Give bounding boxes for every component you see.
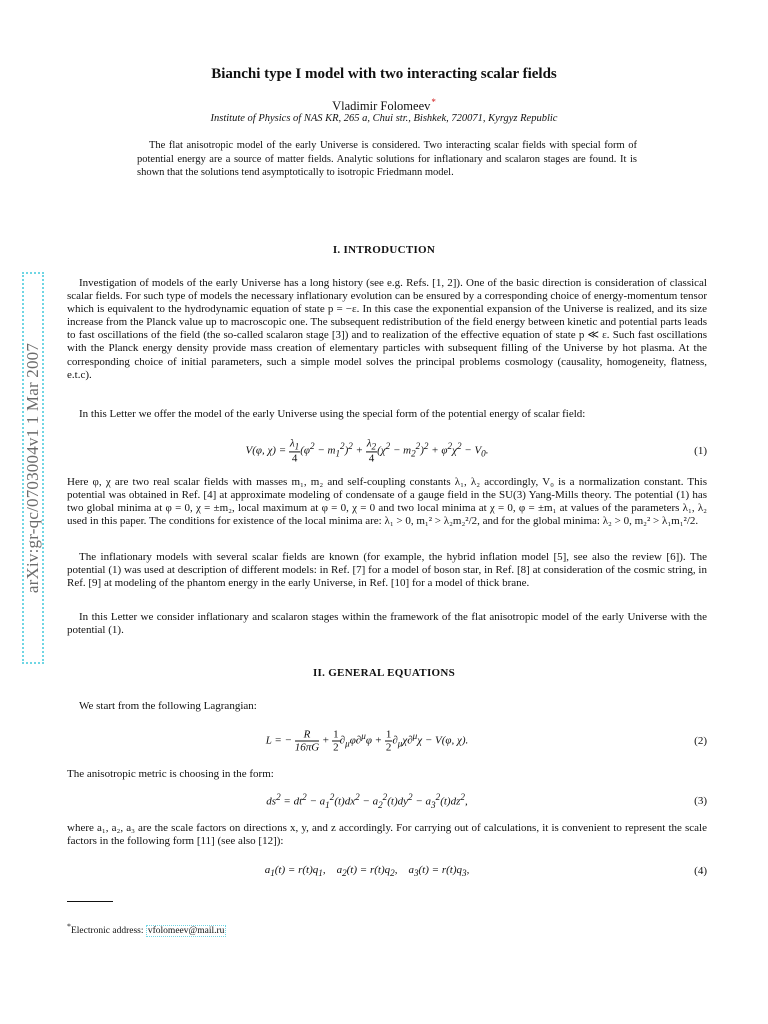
paragraph: Investigation of models of the early Universe has a long history (see e.g. Refs. [1, 2]). One of the basic direction is consideration of classical scalar fields. For such type of models the necessary inflationary evolution can be ensured by a corresponding choice of energy-momentum tensor which is equivalent to the hydrodynamic equation of state p = −ε. In this case the exponential expansion of the Universe is realized, and its size increase from the Planck value up to macroscopic one. The subsequent redistribution of the field energy between kinetic and potential parts leads to fast oscillations of the field (the so-called scalaron stage [3]) and to realization of the effective equation of state p ≪ ε. Such fast oscillations with the Planck energy density provide mass creation of elementary particles with subsequent filling of the Universe by hot plasma. At the corresponding choice of initial parameters, such a simple model solves the principal problems cosmology (causality, homogeneity, flatness, e.t.c). xyxy=(67,277,707,381)
section-heading-introduction: I. INTRODUCTION xyxy=(332,244,436,256)
paragraph: The inflationary models with several scalar fields are known (for example, the hybrid inflation model [5], see also the review [6]). The potential (1) was used at description of different models: in Ref. [7] for a model of boson star, in Ref. [8] at consideration of the cosmic string, in Ref. [9] at modeling of the phantom energy in the early Universe, in Ref. [10] for a model of thick brane. xyxy=(67,551,707,590)
equation-body: L = − $\frac{R}{16\pi G}$ + $\frac{1}{2}$ $\partial_\mu\varphi\partial^\mu\varphi$ + $\frac{1}{2}$ $\partial_\mu\chi\partial^\mu\chi - V(\varphi$, χ). xyxy=(265,728,469,754)
equation-number: (1) xyxy=(694,445,707,457)
paper-title: Bianchi type I model with two interacting scalar fields xyxy=(211,66,557,82)
author-line xyxy=(0,97,768,114)
abstract: The flat anisotropic model of the early Universe is considered. Two interacting scalar fields with special form of potential energy are a source of matter fields. Analytic solutions for inflationary and scalaron stages are found. It is shown that the solutions tend asymptotically to isotropic Friedmann model. xyxy=(137,140,637,178)
arxiv-stamp[interactable] xyxy=(22,272,44,664)
paragraph: Here φ, χ are two real scalar fields with masses m₁, m₂ and self-coupling constants λ₁, λ₂ accordingly, V₀ is a normalization constant. This potential was obtained in Ref. [4] at approximate modeling of condensate of a gauge field in the SU(3) Yang-Mills theory. The potential (1) has two global minima at φ = 0, χ = ±m₂, local maximum at φ = 0, χ = 0 and two local minima at χ = 0, φ = ±m₁ at values of the parameters λ₁, λ₂ used in this paper. The conditions for existence of the local minima are: λ₁ > 0, m₁² > λ₂m₂²/2, and for the global minima: λ₂ > 0, m₂² > λ₁m₁²/2. xyxy=(67,476,707,528)
equation-number: (4) xyxy=(694,865,707,877)
affiliation: Institute of Physics of NAS KR, 265 a, Chui str., Bishkek, 720071, Kyrgyz Republic xyxy=(210,113,558,124)
equation-2 xyxy=(67,721,707,761)
footnote-label: Electronic address: xyxy=(70,926,146,937)
paragraph: In this Letter we consider inflationary and scalaron stages within the framework of the flat anisotropic model of the early Universe with the potential (1). xyxy=(67,611,707,637)
paragraph: In this Letter we offer the model of the early Universe using the special form of the potential energy of scalar field: xyxy=(79,408,586,420)
author-name: Vladimir Folomeev xyxy=(332,99,431,114)
footnote-mark: * xyxy=(67,922,71,931)
footnote-divider xyxy=(67,901,113,902)
equation-body: V(φ, χ) = $\frac{\lambda_1}{4}$ $(\varphi^2 - m_1^2)^2$ + $\frac{\lambda_2}{4}$ $(\chi^2 - m_2^2)^2 + \varphi^2\chi^2 - V_0$. xyxy=(245,437,489,465)
email-link[interactable]: vfolomeev@mail.ru xyxy=(147,926,225,937)
paragraph: We start from the following Lagrangian: xyxy=(79,700,257,712)
equation-number: (3) xyxy=(694,795,707,807)
equation-number: (2) xyxy=(694,735,707,747)
equation-4 xyxy=(67,860,707,882)
paragraph: where a₁, a₂, a₃ are the scale factors on directions x, y, and z accordingly. For carrying out of calculations, it is convenient to represent the scale factors in the following form [11] (see also [12]): xyxy=(67,822,707,848)
arxiv-id: arXiv:gr-qc/0703004v1 1 Mar 2007 xyxy=(23,342,42,594)
equation-1 xyxy=(67,431,707,471)
equation-body: $a_1(t) = r(t)q_1$, $a_2(t) = r(t)q_2$, $a_3(t) = r(t)q_3$, xyxy=(264,863,470,879)
paragraph: The anisotropic metric is choosing in the form: xyxy=(67,768,274,780)
equation-3 xyxy=(67,790,707,812)
equation-body: $ds^2 = dt^2 - a_1^2(t)dx^2 - a_2^2(t)dy^2 - a_3^2(t)dz^2$, xyxy=(266,792,468,810)
author-footnote-link[interactable]: * xyxy=(431,97,436,107)
section-heading-general-equations: II. GENERAL EQUATIONS xyxy=(312,667,456,679)
footnote xyxy=(67,922,226,936)
